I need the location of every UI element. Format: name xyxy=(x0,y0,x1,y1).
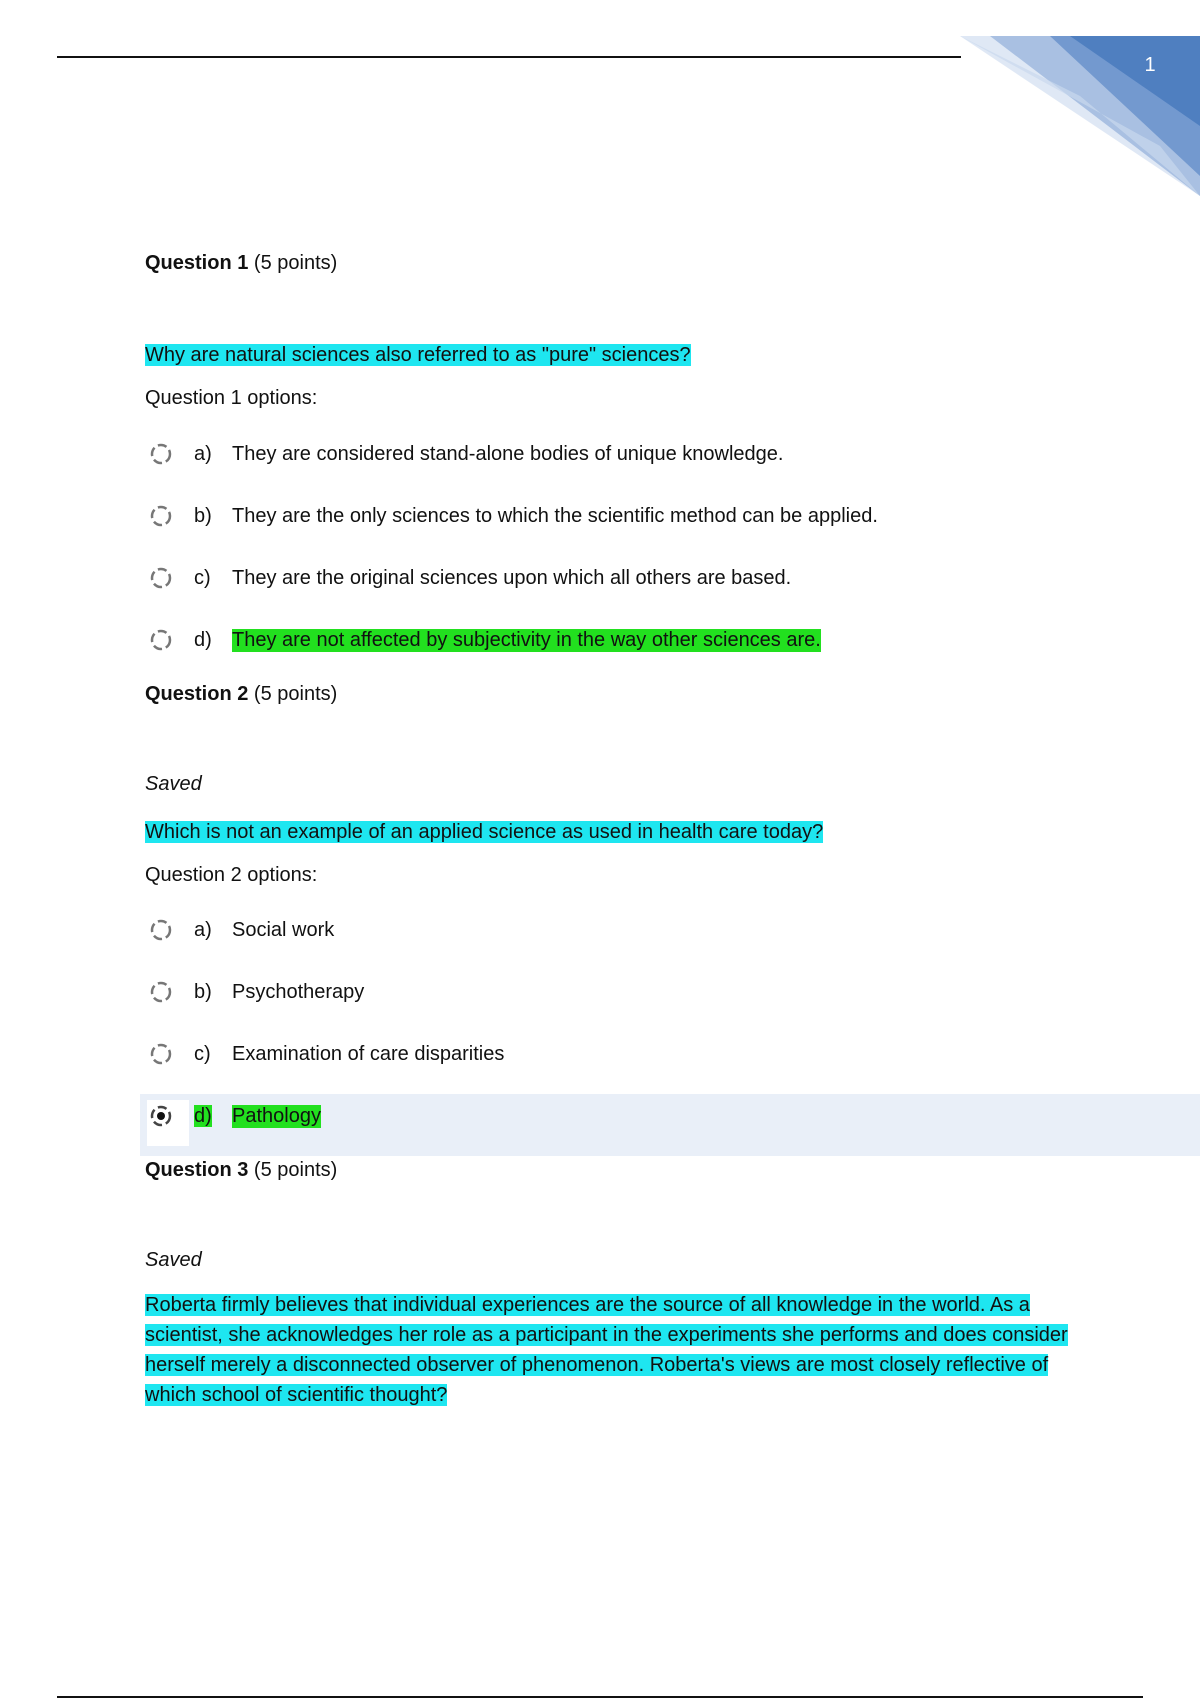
question-1-options-label: Question 1 options: xyxy=(145,387,318,409)
option-text: They are the only sciences to which the scientific method can be applied. xyxy=(232,504,878,527)
radio-button-selected[interactable] xyxy=(148,1103,174,1129)
radio-button[interactable] xyxy=(148,979,174,1005)
option-letter: b) xyxy=(194,504,212,527)
question-1-option-c[interactable] xyxy=(148,562,791,594)
question-1-option-a[interactable] xyxy=(148,438,783,470)
prompt-line: herself merely a disconnected observer of phenomenon. Roberta's views are most closely reflective of xyxy=(145,1354,1049,1376)
option-letter: a) xyxy=(194,918,212,941)
option-text: Social work xyxy=(232,918,335,941)
radio-button[interactable] xyxy=(148,1041,174,1067)
radio-button[interactable] xyxy=(148,441,174,467)
question-2-option-c[interactable] xyxy=(148,1038,504,1070)
question-label: Question 3 xyxy=(145,1159,249,1181)
prompt-line: scientist, she acknowledges her role as a participant in the experiments she performs and does consider xyxy=(145,1324,1068,1346)
option-text: They are the original sciences upon which all others are based. xyxy=(232,566,792,589)
header-rule xyxy=(57,56,961,58)
page-number: 1 xyxy=(1144,54,1156,76)
question-label: Question 1 xyxy=(145,252,249,274)
radio-button[interactable] xyxy=(148,565,174,591)
question-prompt-text: Which is not an example of an applied science as used in health care today? xyxy=(145,821,824,843)
question-prompt-text: Why are natural sciences also referred to as "pure" sciences? xyxy=(145,344,691,366)
radio-button[interactable] xyxy=(148,917,174,943)
question-points: (5 points) xyxy=(253,1159,338,1181)
option-letter: b) xyxy=(194,980,212,1003)
option-letter: c) xyxy=(194,1042,211,1065)
option-letter: c) xyxy=(194,566,211,589)
option-letter: d) xyxy=(194,1104,212,1127)
question-points: (5 points) xyxy=(253,683,338,705)
prompt-line: which school of scientific thought? xyxy=(145,1384,448,1406)
question-1-header xyxy=(145,252,337,275)
question-2-options-label: Question 2 options: xyxy=(145,864,318,886)
option-text-highlighted: Pathology xyxy=(232,1104,321,1127)
question-1-option-b[interactable] xyxy=(148,500,878,532)
footer-rule xyxy=(57,1696,1143,1698)
question-2-option-b[interactable] xyxy=(148,976,364,1008)
question-3-saved-status: Saved xyxy=(145,1249,202,1271)
question-1-prompt xyxy=(145,340,1075,370)
radio-button[interactable] xyxy=(148,627,174,653)
option-letter: d) xyxy=(194,628,212,651)
question-3-header xyxy=(145,1159,337,1182)
question-points: (5 points) xyxy=(253,252,338,274)
question-2-prompt xyxy=(145,817,1075,847)
option-text: Psychotherapy xyxy=(232,980,365,1003)
question-1-option-d[interactable] xyxy=(148,624,821,656)
question-label: Question 2 xyxy=(145,683,249,705)
option-text: Examination of care disparities xyxy=(232,1042,505,1065)
option-text-highlighted: They are not affected by subjectivity in the way other sciences are. xyxy=(232,628,821,651)
option-text: They are considered stand-alone bodies of unique knowledge. xyxy=(232,442,784,465)
question-2-option-a[interactable] xyxy=(148,914,334,946)
option-letter: a) xyxy=(194,442,212,465)
question-2-saved-status: Saved xyxy=(145,773,202,795)
question-2-option-d[interactable] xyxy=(148,1100,321,1132)
question-2-header xyxy=(145,683,337,706)
radio-button[interactable] xyxy=(148,503,174,529)
prompt-line: Roberta firmly believes that individual experiences are the source of all knowledge in the world. As a xyxy=(145,1294,1030,1316)
question-3-prompt xyxy=(145,1290,1075,1410)
